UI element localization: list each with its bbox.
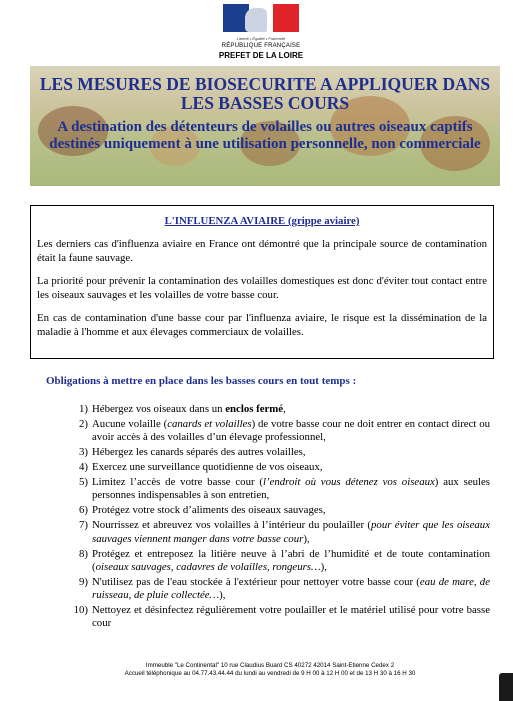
info-title: L'INFLUENZA AVIAIRE (grippe aviaire) [164,215,360,227]
page-corner-tab [499,673,513,701]
obligation-text: Nourrissez et abreuvez vos volailles à l’intérieur du poulailler ( [92,519,372,532]
obligation-text: ) aux seules personnes indispensables à son entretien, [92,476,490,502]
obligation-number: 1) [79,403,88,415]
obligation-text: pour éviter que les oiseaux sauvages viennent manger dans votre basse cour [92,519,490,545]
obligation-text: Aucune volaille ( [92,418,168,430]
obligation-item [70,446,490,459]
republique-francaise-logo [221,4,301,49]
obligation-text: Hébergez les canards séparés des autres volailles, [92,446,306,459]
obligation-item [70,548,490,574]
obligation-text: Nettoyez et désinfectez régulièrement votre poulailler et le matériel utilisé pour votre basse cour [92,604,490,630]
obligation-text: ) de votre basse cour ne doit entrer en contact direct ou avoir accès à des volailles d’un élevage professionnel, [92,418,490,444]
influenza-info-box [30,205,494,359]
obligation-text: canards et volailles [167,418,252,430]
republic-name: RÉPUBLIQUE FRANÇAISE [221,43,301,49]
obligation-number: 9) [79,575,88,588]
obligation-text: , [283,403,286,415]
marianne-flag-icon [223,4,299,32]
footer-address [60,662,480,678]
obligation-number: 8) [79,547,88,560]
obligation-text: Hébergez vos oiseaux dans un [92,403,226,415]
obligation-number: 3) [79,446,88,459]
banner-title: LES MESURES DE BIOSECURITE A APPLIQUER DANS LES BASSES COURS [39,74,491,113]
banner-subtitle: A destination des détenteurs de volailles ou autres oiseaux captifs destinés uniquement à une utilisation personnelle, non commerciale [49,119,481,152]
obligation-item [70,418,490,444]
obligation-text: enclos fermé [225,403,284,415]
obligation-item [70,403,490,416]
obligation-item [70,519,490,545]
obligation-text: l’endroit où vous détenez vos oiseaux [262,476,435,489]
obligation-text: Limitez l’accès de votre basse cour ( [92,476,263,489]
obligation-text: N'utilisez pas de l'eau stockée à l'extérieur pour nettoyer votre basse cour ( [92,575,420,588]
obligation-text: ), [219,589,226,602]
obligation-text: eau de mare, de ruisseau, de pluie collectée… [92,575,490,602]
obligation-item [70,504,490,517]
info-paragraph: En cas de contamination d'une basse cour par l'influenza aviaire, le risque est la dissémination de la maladie à l'homme et aux élevages commerciaux de volailles. [37,312,487,338]
obligation-item [70,461,490,474]
obligation-number: 10) [73,604,88,617]
obligation-text: Protégez et entreposez la litière neuve à l’abri de l’humidité et de toute contamination ( [92,547,490,573]
info-paragraph: La priorité pour prévenir la contamination des volailles domestiques est donc d'éviter tout contact entre les oiseaux sauvages et les volailles de votre basse cour. [37,275,487,301]
obligation-number: 2) [79,418,88,430]
obligation-number: 5) [79,476,88,489]
footer-line: Accueil téléphonique au 04.77.43.44.44 du lundi au vendredi de 9 H 00 à 12 H 00 et de 13 H 30 à 16 H 30 [124,670,416,677]
prefecture-name: PREFET DE LA LOIRE [218,51,304,60]
title-banner [30,66,500,186]
obligation-item [70,604,490,630]
info-paragraph: Les derniers cas d'influenza aviaire en France ont démontré que la principale source de contamination était la faune sauvage. [37,238,487,264]
republic-motto: Liberté • Égalité • Fraternité [236,36,286,41]
footer-line: Immeuble "Le Continental" 10 rue Claudius Buard CS 40272 42014 Saint-Etienne Cedex 2 [145,662,395,669]
obligation-text: Protégez votre stock d’aliments des oiseaux sauvages, [92,504,326,517]
obligation-item [70,476,490,502]
obligation-number: 4) [79,461,88,474]
obligations-list [70,403,490,632]
obligation-number: 7) [79,519,88,532]
obligation-text: ), [320,560,327,573]
obligation-number: 6) [79,504,88,517]
obligation-item [70,576,490,602]
obligation-text: Exercez une surveillance quotidienne de vos oiseaux, [92,461,323,474]
obligation-text: oiseaux sauvages, cadavres de volailles, rongeurs… [95,560,321,573]
obligation-text: ), [303,532,310,545]
obligations-title: Obligations à mettre en place dans les basses cours en tout temps : [46,375,357,387]
